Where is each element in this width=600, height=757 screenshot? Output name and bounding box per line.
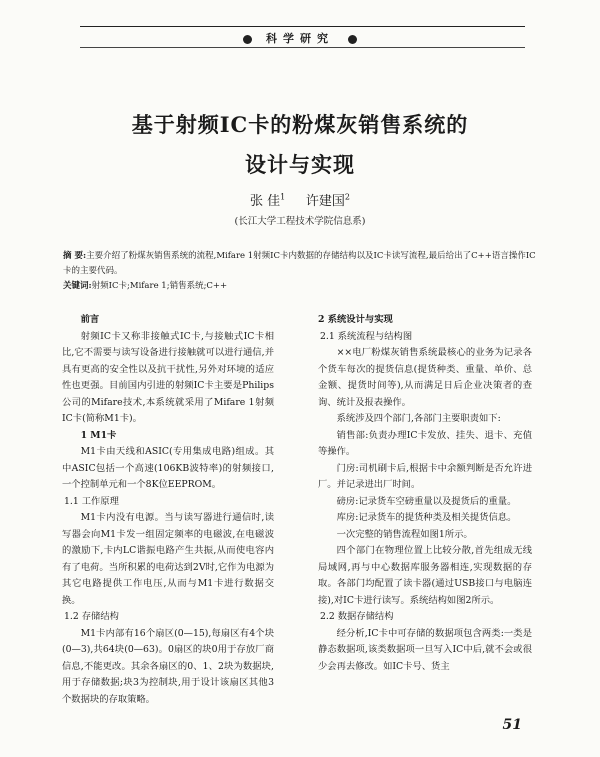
- author-1-sup: 1: [280, 192, 286, 202]
- title-line-2: 设计与实现: [245, 152, 355, 177]
- subsection-heading: 2.2 数据存储结构: [320, 611, 394, 622]
- author-2-sup: 2: [344, 192, 350, 202]
- keywords-label: 关键词:: [63, 281, 92, 291]
- paragraph: M1卡由天线和ASIC(专用集成电路)组成。其中ASIC包括一个高速(106KB波特率)的射频接口,一个控制单元和一个8K位EEPROM。: [62, 446, 274, 490]
- paragraph: 射频IC卡又称非接触式IC卡,与接触式IC卡相比,它不需要与读写设备进行接触就可以进行通信,并具有更高的安全性以及抗干扰性,另外对环境的适应性也更强。目前国内引进的射频IC卡主要是Philips公司的Mifare技术,本系统就采用了Mifare 1射频IC卡(简称M1卡)。: [62, 330, 274, 424]
- keywords: [63, 279, 538, 294]
- title-line-1: 基于射频IC卡的粉煤灰销售系统的: [131, 112, 469, 137]
- keywords-text: 射频IC卡;Mifare 1;销售系统;C++: [91, 281, 228, 291]
- page-number: 51: [502, 717, 522, 733]
- ornament-icon: [243, 35, 252, 44]
- paragraph: 系统涉及四个部门,各部门主要职责如下:: [336, 413, 501, 424]
- paragraph: M1卡内没有电源。当与读写器进行通信时,读写器会向M1卡发一组固定频率的电磁波,在电磁波的激励下,卡内LC谐振电路产生共振,从而使电容内有了电荷。当所积累的电荷达到2V时,它作为电源为其它电路提供工作电压,从而与M1卡进行数据交换。: [62, 512, 274, 606]
- abstract-label: 摘 要:: [63, 251, 87, 261]
- authors: [0, 190, 600, 209]
- header-section: 科学研究: [266, 32, 334, 45]
- section-heading: 前言: [80, 314, 100, 325]
- subsection-heading: 2.1 系统流程与结构图: [320, 330, 413, 342]
- section-heading: 2 系统设计与实现: [318, 314, 393, 325]
- paragraph: M1卡内部有16个扇区(0—15),每扇区有4个块(0—3),共64块(0—63)。0扇区的块0用于存放厂商信息,不能更改。其余各扇区的0、1、2块为数据块,用于存储数据;块3为控制块,用于设计该扇区其他3个数据块的存取策略。: [62, 627, 274, 705]
- paragraph: 经分析,IC卡中可存储的数据项包含两类:一类是静态数据项,该类数据项一旦写入IC中后,就不会或很少会再去修改。如IC卡号、货主: [318, 627, 532, 672]
- article-title: [0, 105, 600, 185]
- paragraph: 四个部门在物理位置上比较分散,首先组成无线局域网,再与中心数据库服务器相连,实现数据的存取。各部门均配置了读卡器(通过USB接口与电脑连接),对IC卡进行读写。系统结构如图2所示。: [318, 545, 532, 606]
- subsection-heading: 1.2 存储结构: [64, 611, 119, 622]
- affiliation: (长江大学工程技术学院信息系): [234, 216, 366, 227]
- right-column: [318, 312, 532, 675]
- paragraph: 磅房:记录货车空磅重量以及提货后的重量。: [336, 495, 517, 507]
- header-rule-top: [80, 26, 525, 27]
- ornament-icon: [348, 35, 357, 44]
- subsection-heading: 1.1 工作原理: [64, 495, 119, 507]
- paragraph: 销售部:负责办理IC卡发放、挂失、退卡、充值等操作。: [318, 429, 532, 457]
- author-2: 许建国: [305, 194, 345, 209]
- abstract-block: [63, 249, 538, 294]
- running-header: [0, 26, 600, 48]
- paragraph: 门房:司机刷卡后,根据卡中余额判断是否允许进厂。并记录进出厂时间。: [318, 462, 532, 490]
- section-heading: 1 M1卡: [80, 429, 117, 441]
- paragraph: ××电厂粉煤灰销售系统最核心的业务为记录各个货车每次的提货信息(提货种类、重量、单价、总金额、提货时间等),从而满足日后企业决策者的查询、统计及报表操作。: [318, 347, 532, 408]
- left-column: [62, 312, 274, 708]
- abstract-text: 主要介绍了粉煤灰销售系统的流程,Mifare 1射频IC卡内数据的存储结构以及IC卡读写流程,最后给出了C++语言操作IC卡的主要代码。: [63, 251, 536, 276]
- header-rule-bottom: [80, 47, 525, 48]
- paragraph: 库房:记录货车的提货种类及相关提货信息。: [336, 512, 517, 523]
- abstract: [63, 249, 538, 279]
- author-1: 张 佳: [249, 194, 281, 209]
- paragraph: 一次完整的销售流程如图1所示。: [336, 528, 473, 540]
